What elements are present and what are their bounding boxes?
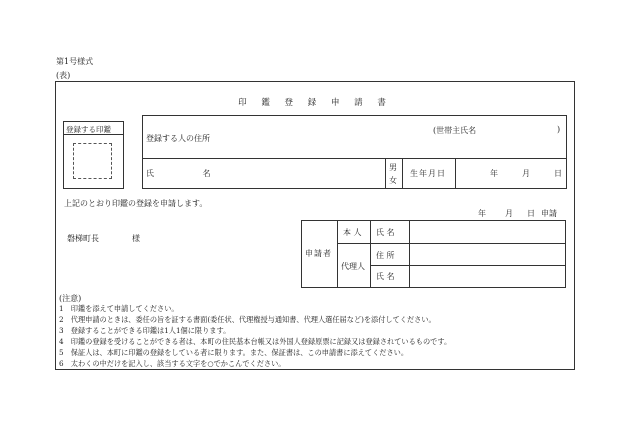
proxy-label: 代理人 (341, 262, 365, 271)
note-3: 3 登録することができる印鑑は1人1個に限ります。 (59, 326, 231, 335)
dob-month: 月 (522, 169, 530, 178)
dob-label: 生年月日 (410, 169, 446, 178)
note-1: 1 印鑑を添えて申請してください。 (59, 304, 179, 313)
proxy-address-field[interactable] (413, 246, 563, 263)
dob-field[interactable] (460, 162, 560, 184)
name-label: 氏 名 (146, 169, 211, 178)
household-head-label: (世帯主氏名 (433, 126, 477, 135)
household-head-close: ) (557, 125, 561, 134)
applicant-box-divider-3 (409, 220, 410, 288)
proxy-name-field[interactable] (413, 268, 563, 285)
note-5: 5 保証人は、本町に印鑑の登録をしている者に限ります。また、保証書は、この申請書に添えてください。 (59, 348, 409, 357)
dob-day: 日 (554, 169, 562, 178)
self-name-field[interactable] (413, 223, 563, 241)
sex-divider-left (385, 158, 386, 189)
addressee-honorific: 様 (132, 234, 140, 243)
notes-heading: (注意) (59, 294, 82, 303)
applicant-label: 申請者 (305, 249, 332, 258)
table-divider (142, 158, 567, 159)
address-label: 登録する人の住所 (146, 134, 210, 143)
note-4: 4 印鑑の登録を受けることができる者は、本町の住民基本台帳又は外国人登録原票に記録又は登録されているものです。 (59, 337, 452, 346)
self-label: 本 人 (343, 228, 362, 237)
form-number: 第1号様式 (56, 57, 94, 66)
applicant-box-row-2 (370, 265, 566, 266)
proxy-name-label: 氏 名 (376, 272, 395, 281)
address-field[interactable] (234, 127, 414, 139)
addressee-town-head: 磐梯町長 (67, 234, 99, 243)
note-6: 6 太わくの中だけを記入し、該当する文字を○でかこんでください。 (59, 359, 286, 368)
statement: 上記のとおり印鑑の登録を申請します。 (64, 199, 208, 208)
sex-female[interactable]: 女 (389, 176, 397, 185)
form-title: 印 鑑 登 録 申 請 書 (238, 98, 392, 108)
note-2: 2 代理申請のときは、委任の旨を証する書面(委任状、代理権授与通知書、代理人選任届など)を添付してください。 (59, 315, 436, 324)
proxy-address-label: 住 所 (376, 251, 395, 260)
dob-divider (455, 158, 456, 189)
date-year: 年 (478, 209, 486, 218)
applicant-box-divider-2 (370, 220, 371, 288)
seal-placeholder[interactable] (73, 143, 112, 179)
self-name-label: 氏 名 (376, 228, 395, 237)
form-side: (表) (56, 71, 71, 80)
sex-divider-right (402, 158, 403, 189)
name-field[interactable] (216, 162, 381, 184)
applicant-box-divider-1 (337, 220, 338, 288)
dob-year: 年 (490, 169, 498, 178)
sex-male[interactable]: 男 (389, 163, 397, 172)
seal-box-divider (63, 134, 124, 135)
date-month: 月 (505, 209, 513, 218)
seal-box-label: 登録する印鑑 (66, 125, 111, 134)
applicant-box-row-1 (337, 243, 566, 244)
date-day: 日 (527, 209, 535, 218)
date-apply: 申請 (541, 209, 557, 218)
